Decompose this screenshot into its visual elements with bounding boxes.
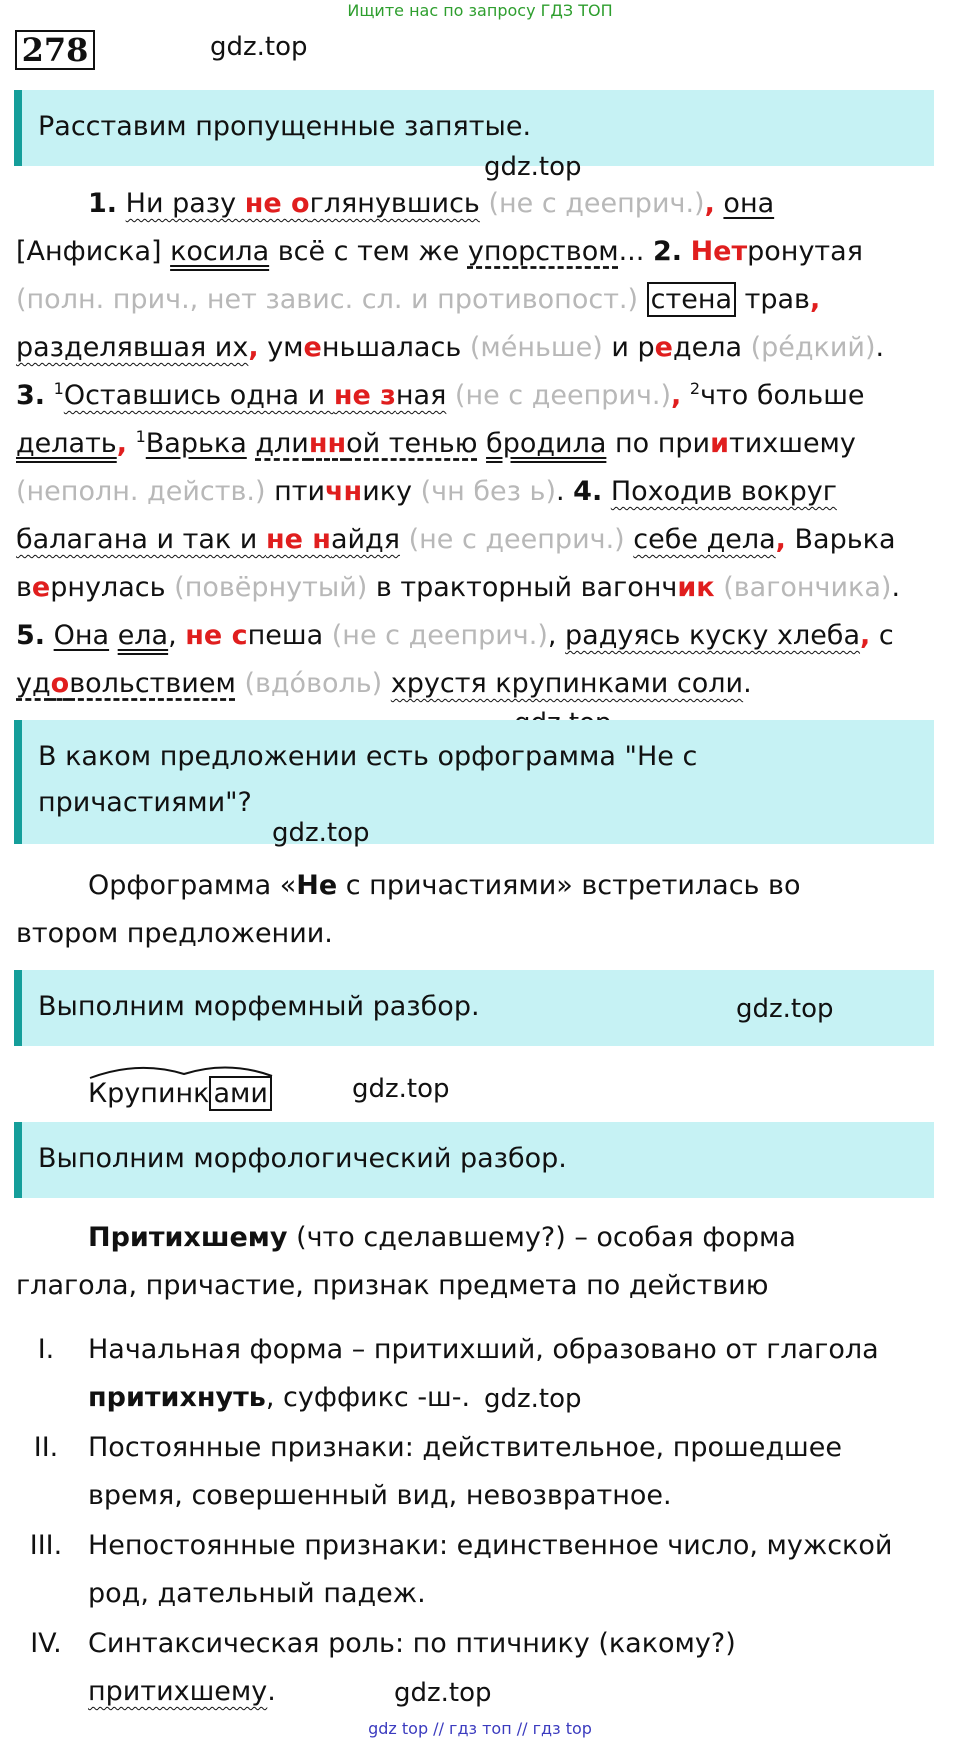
intro-line: глагола, причастие, признак предмета по действию: [16, 1270, 769, 1301]
watermark: gdz.top: [736, 994, 834, 1024]
exercise-number: 278: [15, 30, 95, 70]
answer-line: втором предложении.: [16, 918, 333, 949]
watermark: gdz.top: [210, 32, 308, 62]
top-banner: Ищите нас по запросу ГДЗ ТОП: [347, 1, 613, 20]
watermark: gdz.top: [484, 152, 582, 182]
sentence-line: 5. Она ела, не спеша (не с дееприч.), радуясь куску хлеба, с: [16, 620, 894, 651]
watermark: gdz.top: [352, 1074, 450, 1104]
list-item: [14, 1522, 944, 1618]
item-text: Начальная форма – притихший, образовано от глагола: [88, 1334, 879, 1365]
item-number: IV.: [30, 1628, 62, 1659]
sentence-line: [Анфиска] косила всё с тем же упорством... 2. Нетронутая: [16, 236, 863, 267]
item-number: II.: [33, 1432, 59, 1463]
sentence-line: разделявшая их, уменьшалась (ме́ньше) и редела (ре́дкий).: [16, 332, 885, 363]
intro-text: (что сделавшему?) – особая форма: [287, 1222, 796, 1253]
sentence-line: 3. $^1$Оставшись одна и не зная (не с дееприч.), $^2$что больше: [16, 379, 865, 411]
word-ending: ами: [209, 1076, 271, 1111]
item-text: время, совершенный вид, невозвратное.: [88, 1480, 672, 1511]
word-root: Крупинк: [88, 1078, 210, 1109]
sentence-line: (полн. прич., нет завис. сл. и противопост.) стена трав,: [16, 284, 821, 315]
list-item: [14, 1424, 944, 1520]
sentence-line: (неполн. действ.) птичнику (чн без ь). 4. Походив вокруг: [16, 476, 837, 507]
intro-bold: Притихшему: [88, 1222, 288, 1253]
sentence-line: удовольствием (вдо́воль) хрустя крупинками соли.: [16, 668, 752, 699]
section-header-commas: [14, 90, 934, 166]
sentence-line: делать, $^1$Варька длинной тенью бродила по приитихшему: [16, 427, 856, 459]
item-number: I.: [37, 1334, 55, 1365]
answer-text: Орфограмма «: [88, 870, 297, 901]
answer-line: [88, 862, 800, 910]
section-title: Выполним морфологический разбор.: [38, 1143, 567, 1174]
answer-text: с причастиями» встретилась во: [337, 870, 801, 901]
section-title: Расставим пропущенные запятые.: [38, 111, 532, 142]
sentence-line: балагана и так и не найдя (не с дееприч.) себе дела, Варька: [16, 524, 896, 555]
list-item: [14, 1326, 944, 1422]
item-number: III.: [29, 1530, 63, 1561]
sentence-line: 1. Ни разу не оглянувшись (не с дееприч.), она: [88, 188, 775, 219]
section-title-line2: причастиями"?: [38, 787, 252, 818]
section-title: Выполним морфемный разбор.: [38, 991, 480, 1022]
watermark: gdz.top: [272, 818, 370, 848]
item-text: Непостоянные признаки: единственное число, мужской: [88, 1530, 893, 1561]
item-text: род, дательный падеж.: [88, 1578, 426, 1609]
item-text: Постоянные признаки: действительное, прошедшее: [88, 1432, 842, 1463]
section-header-morphology: [14, 1122, 934, 1198]
footer-links: gdz top // гдз топ // гдз top: [368, 1719, 592, 1738]
section-header-question: [14, 720, 934, 844]
intro-line: [88, 1214, 796, 1262]
item-text: Синтаксическая роль: по птичнику (какому?): [88, 1628, 736, 1659]
item-text: притихнуть, суффикс -ш-.: [88, 1382, 471, 1413]
item-text: притихшему.: [88, 1676, 276, 1707]
watermark: gdz.top: [484, 1384, 582, 1414]
section-title-line1: В каком предложении есть орфограмма "Не с: [38, 741, 698, 772]
sentence-line: вернулась (повёрнутый) в тракторный вагончик (вагончика).: [16, 572, 901, 603]
answer-bold: Не: [296, 870, 338, 901]
watermark: gdz.top: [394, 1678, 492, 1708]
